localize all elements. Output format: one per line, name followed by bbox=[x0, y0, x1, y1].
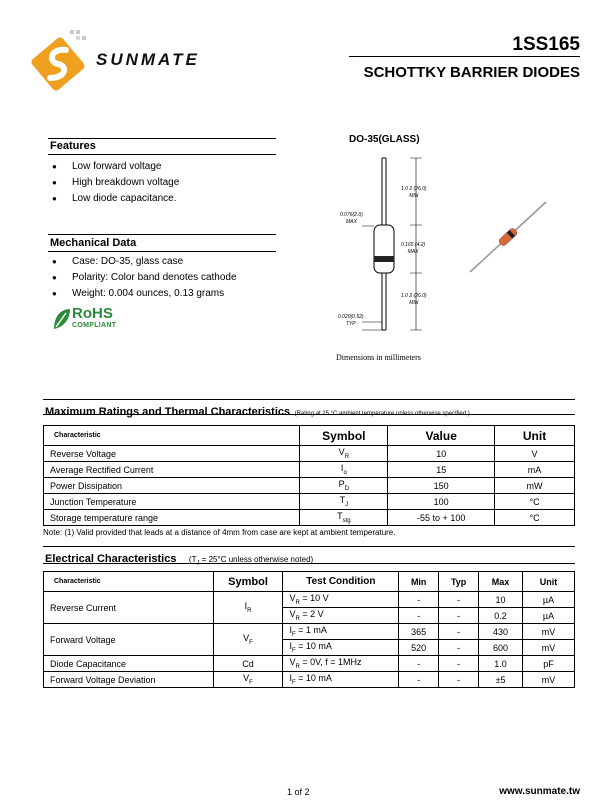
table-row: Forward Voltage Deviation $V_F$ $I_F = 10$ mA - - ±5 mV bbox=[44, 672, 575, 688]
ratings-note: Note: (1) Valid provided that leads at a distance of 4mm from case are kept at ambient temperature. bbox=[43, 528, 396, 537]
table-row: $I_F = 10$ mA 520 - 600 mV bbox=[44, 640, 575, 656]
table-row: Junction Temperature $T_J$ 100 °C bbox=[44, 494, 575, 510]
ratings-title: Maximum Ratings and Thermal Characteristics bbox=[45, 406, 291, 418]
table-row: Diode Capacitance Cd $V_R = 0V$, f = 1MHz - - 1.0 pF bbox=[44, 656, 575, 672]
features-title: Features bbox=[50, 140, 96, 152]
mechanical-top-line bbox=[48, 234, 276, 235]
product-subtitle: SCHOTTKY BARRIER DIODES bbox=[363, 64, 580, 81]
table-header-row: Characteristic Symbol Test Condition Min Typ Max Unit bbox=[44, 572, 575, 592]
package-title: DO-35(GLASS) bbox=[349, 134, 420, 145]
title-divider bbox=[349, 56, 580, 57]
table-row: Storage temperature range $T_{stg}$ -55 to + 100 °C bbox=[44, 510, 575, 526]
dim-body-diameter: 0.076(2.0) MAX bbox=[340, 212, 363, 225]
ratings-bottom-line bbox=[43, 414, 575, 415]
dim-lead-diameter: 0.020(0.52) TYP bbox=[338, 314, 364, 327]
table-row: Average Rectified Current $I_o$ 15 mA bbox=[44, 462, 575, 478]
list-item: ● High breakdown voltage bbox=[52, 175, 179, 191]
table-row: $V_R = 2$ V - - 0.2 µA bbox=[44, 608, 575, 624]
list-item: ● Case: DO-35, glass case bbox=[52, 254, 237, 270]
electrical-bottom-line bbox=[43, 563, 575, 564]
electrical-top-line bbox=[43, 546, 575, 547]
col-unit: Unit bbox=[495, 426, 575, 446]
rohs-sub: COMPLIANT bbox=[72, 322, 117, 329]
col-characteristic: Characteristic bbox=[44, 426, 300, 446]
ratings-heading bbox=[45, 402, 470, 420]
rohs-main: RoHS bbox=[72, 305, 113, 322]
brand-name: SUNMATE bbox=[96, 50, 200, 69]
max-ratings-table bbox=[43, 425, 575, 526]
electrical-table bbox=[43, 571, 575, 688]
list-item: ● Weight: 0.004 ounces, 0.13 grams bbox=[52, 286, 237, 302]
website-url: www.sunmate.tw bbox=[499, 786, 580, 797]
col-value: Value bbox=[388, 426, 495, 446]
table-row: Forward Voltage $V_F$ $I_F = 1$ mA 365 - 430 mV bbox=[44, 624, 575, 640]
ratings-condition: (Rating at 25 °C ambient temperature unless otherwise specified.) bbox=[294, 411, 470, 417]
list-item: ● Low diode capacitance. bbox=[52, 191, 179, 207]
table-row: Power Dissipation $P_D$ 150 mW bbox=[44, 478, 575, 494]
features-top-line bbox=[48, 138, 276, 139]
features-bottom-line bbox=[48, 154, 276, 155]
table-header-row bbox=[44, 426, 575, 446]
features-list bbox=[52, 159, 179, 207]
part-number: 1SS165 bbox=[512, 34, 580, 55]
mechanical-title: Mechanical Data bbox=[50, 237, 137, 249]
col-symbol: Symbol bbox=[300, 426, 388, 446]
mechanical-bottom-line bbox=[48, 251, 276, 252]
mechanical-list bbox=[52, 254, 237, 302]
electrical-heading bbox=[45, 549, 313, 567]
list-item: ● Polarity: Color band denotes cathode bbox=[52, 270, 237, 286]
dim-lead-top: 1.0 2 (26.0) MIN bbox=[401, 186, 427, 199]
leaf-icon bbox=[52, 307, 72, 331]
dim-body-length: 0.165 (4.2) MAX bbox=[401, 242, 426, 255]
electrical-title: Electrical Characteristics bbox=[45, 553, 177, 565]
diode-photo bbox=[466, 198, 550, 276]
electrical-condition: ($T_J = 25^\circ C$ unless otherwise noted) bbox=[188, 555, 314, 567]
dim-lead-bottom: 1.0 2 (26.0) MIN bbox=[401, 293, 427, 306]
ratings-top-line bbox=[43, 399, 575, 400]
table-row: Reverse Current $I_R$ $V_R = 10$ V - - 10 µA bbox=[44, 592, 575, 608]
table-row: Reverse Voltage $V_R$ 10 V bbox=[44, 446, 575, 462]
list-item: ● Low forward voltage bbox=[52, 159, 179, 175]
dimensions-caption: Dimensions in millimeters bbox=[336, 353, 421, 362]
page-number: 1 of 2 bbox=[287, 787, 310, 797]
